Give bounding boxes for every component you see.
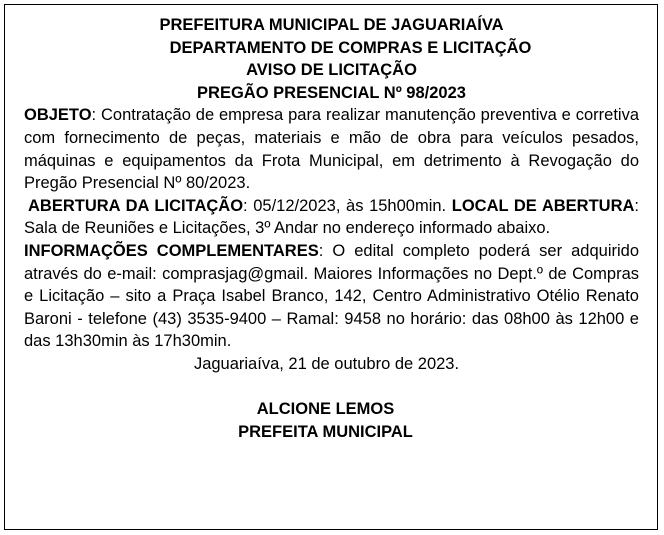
date-line: Jaguariaíva, 21 de outubro de 2023. [193,354,460,373]
local-text: : Sala de Reuniões e Licitações, 3º Andar no endereço informado abaixo. [24,196,639,238]
objeto-paragraph [24,104,639,194]
header-line-prefeitura: PREFEITURA MUNICIPAL DE JAGUARIAÍVA [159,16,504,34]
objeto-label: OBJETO [24,106,92,125]
header-line-aviso: AVISO DE LICITAÇÃO [246,61,417,80]
abertura-label: ABERTURA DA LICITAÇÃO [28,196,244,215]
header-line-pregao: PREGÃO PRESENCIAL Nº 98/2023 [197,83,466,102]
signature-title: PREFEITA MUNICIPAL [238,422,413,441]
informacoes-text: : O edital completo poderá ser adquirido através do e-mail: comprasjag@gmail. Maiores Informações no Dept.º de Compras e Licitação – sito a Praça Isabel Branco, 142, Centro Administrativo Otélio Renato Baroni - telefone (43) 3535-9400 – Ramal: 9458 no horário: das 08h00 às 12h00 e das 13h30min às 17h30min. [24,241,639,351]
header-line-departamento: DEPARTAMENTO DE COMPRAS E LICITAÇÃO [169,38,532,57]
objeto-text: : Contratação de empresa para realizar manutenção preventiva e corretiva com fornecimento de peças, materiais e mão de obra para veículos pesados, máquinas e equipamentos da Frota Municipal, em detrimento à Revogação do Pregão Presencial Nº 80/2023. [24,106,639,193]
signature-block [24,398,639,443]
abertura-text: : 05/12/2023, às 15h00min. [243,196,452,215]
legal-notice [4,4,658,530]
abertura-paragraph [24,195,639,240]
informacoes-label: INFORMAÇÕES COMPLEMENTARES [24,241,319,260]
notice-header [24,14,639,104]
signature-name: ALCIONE LEMOS [256,400,395,419]
local-label: LOCAL DE ABERTURA [451,196,635,215]
informacoes-paragraph [24,240,639,353]
